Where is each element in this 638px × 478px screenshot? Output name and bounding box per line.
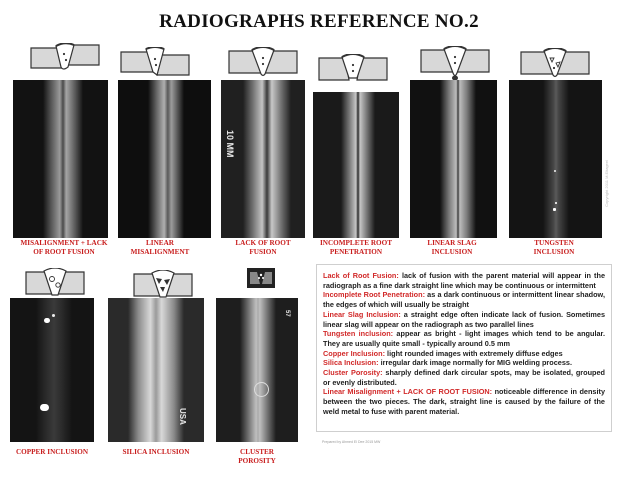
misaligned-joint-icon [30, 43, 100, 73]
description-item: Linear Misalignment + LACK OF ROOT FUSION: noticeable difference in density between the two pieces. The dark, straight line is caused by the failure of the weld metal to fuse with parent material. [323, 387, 605, 416]
film-scale-mark: 10 MM [225, 130, 235, 158]
description-item: Lack of Root Fusion: lack of fusion with the parent material will appear in the radiograph as a fine dark straight line which may be continuous or intermittent [323, 271, 606, 290]
radiograph-film [10, 298, 94, 442]
radiograph-film [509, 80, 602, 238]
credit-note: Prepared by Ahmed El Dee 2015 MW [322, 440, 381, 444]
slag-inclusion-joint-icon [420, 46, 490, 82]
description-item: Tungsten inclusion: appear as bright - light images which tend to be angular. They are usually quite small - typically around 0.5 mm [323, 329, 605, 348]
root-fusion-joint-icon [228, 47, 298, 79]
radiograph-film [410, 80, 497, 238]
description-item: Linear Slag Inclusion: a straight edge often indicate lack of fusion. Sometimes linear slag will appear on the radiograph as two parallel lines [323, 309, 605, 329]
radiograph-film [221, 80, 305, 238]
film-origin-mark: USA [178, 408, 187, 425]
page-title: RADIOGRAPHS REFERENCE NO.2 [159, 11, 479, 32]
radiograph-film [313, 92, 399, 238]
caption-incomplete-root-penetration: INCOMPLETE ROOT PENETRATION [319, 239, 393, 256]
caption-tungsten-inclusion: TUNGSTEN INCLUSION [533, 239, 575, 256]
silica-inclusion-joint-icon [133, 270, 193, 300]
caption-linear-slag-inclusion: LINEAR SLAG INCLUSION [427, 239, 477, 256]
caption-silica-inclusion: SILICA INCLUSION [122, 448, 190, 456]
caption-copper-inclusion: COPPER INCLUSION [15, 448, 89, 456]
caption-linear-misalignment: LINEAR MISALIGNMENT [130, 239, 190, 256]
radiograph-film [108, 298, 204, 442]
caption-cluster-porosity: CLUSTER POROSITY [238, 448, 276, 465]
copyright-note: Copyright 2011 M.Eltageel [604, 160, 609, 207]
caption-misalignment-root-fusion: MISALIGNMENT + LACK OF ROOT FUSION [20, 239, 108, 256]
description-item: Cluster Porosity: sharply defined dark circular spots, may be isolated, grouped or evenly distributed. [323, 368, 606, 387]
radiograph-film [13, 80, 108, 238]
radiograph-film [216, 298, 298, 442]
copper-inclusion-joint-icon [25, 268, 85, 298]
root-penetration-joint-icon [318, 54, 388, 86]
description-item: Incomplete Root Penetration: as a dark continuous or intermittent linear shadow, the edges of which will usually be straight [323, 290, 605, 310]
caption-lack-of-root-fusion: LACK OF ROOT FUSION [235, 239, 291, 256]
defect-descriptions [316, 264, 612, 432]
description-item: Copper Inclusion: light rounded images with extremely diffuse edges [323, 348, 563, 358]
description-item: Silica Inclusion: irregular dark image normally for MIG welding process. [323, 358, 572, 368]
cluster-porosity-joint-icon [246, 267, 276, 289]
linear-misaligned-joint-icon [120, 47, 190, 77]
film-number-mark: 57 [284, 310, 290, 317]
radiograph-film [118, 80, 211, 238]
tungsten-inclusion-joint-icon [520, 48, 590, 80]
